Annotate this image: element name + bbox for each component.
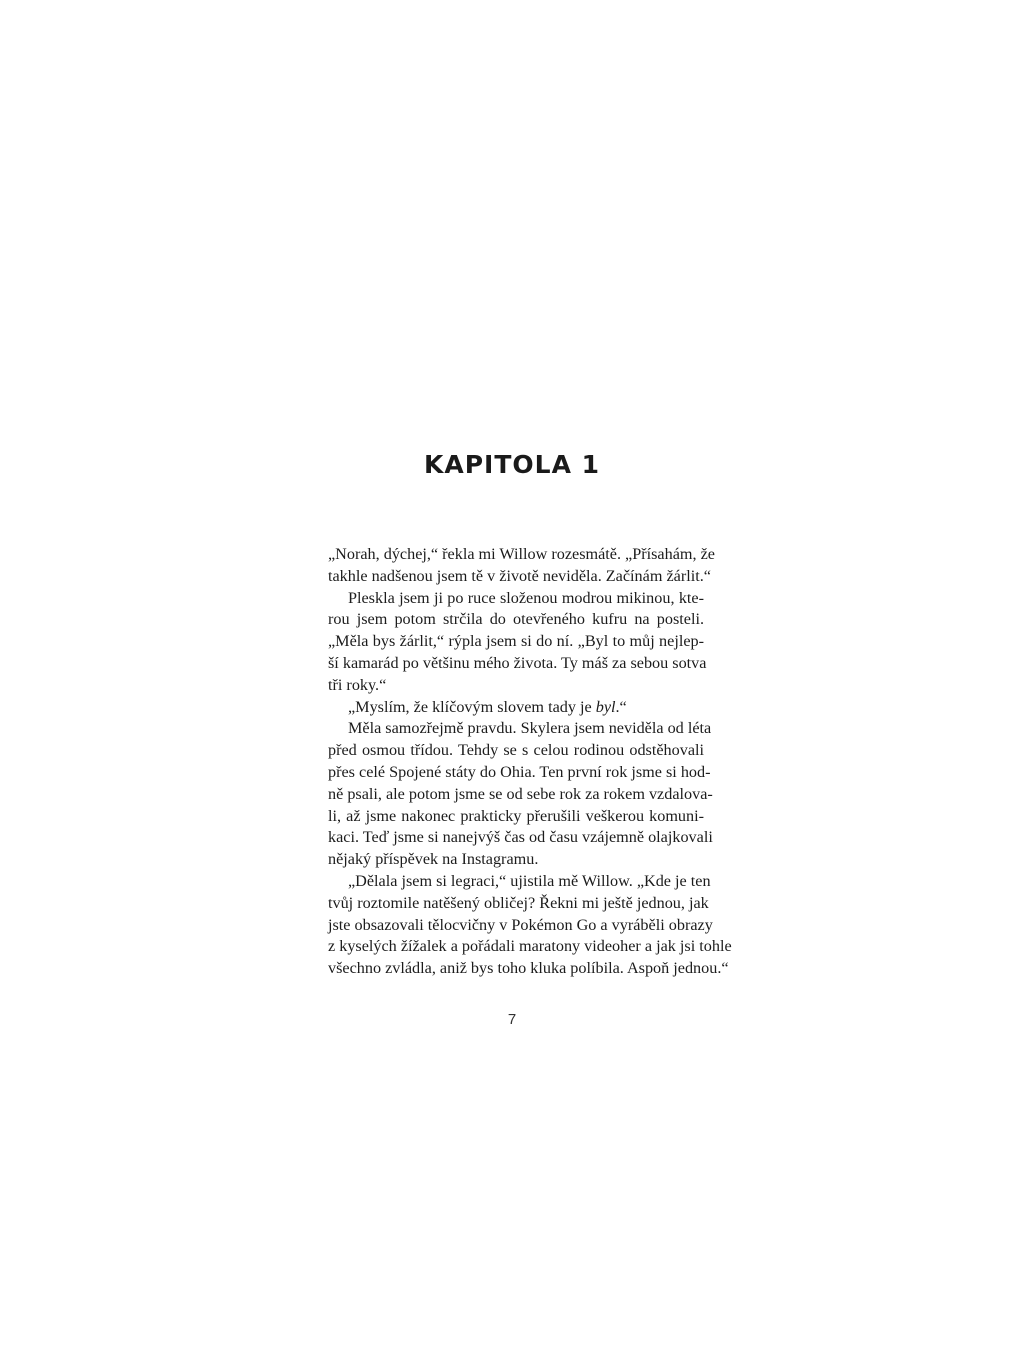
- text-line: tři roky.“: [328, 675, 387, 694]
- text-line: z kyselých žížalek a pořádali maratony videoher a jak jsi tohle: [328, 937, 732, 956]
- text-line: Pleskla jsem ji po ruce složenou modrou mikinou, kte-: [348, 588, 704, 607]
- text-line: Měla samozřejmě pravdu. Skylera jsem neviděla od léta: [348, 719, 712, 738]
- text-line: rou jsem potom strčila do otevřeného kufru na posteli.: [328, 610, 704, 629]
- text-line: jste obsazovali tělocvičny v Pokémon Go a vyráběli obrazy: [328, 915, 713, 934]
- text-line: „Norah, dýchej,“ řekla mi Willow rozesmátě. „Přísahám, že: [328, 545, 715, 563]
- text-line: „Měla bys žárlit,“ rýpla jsem si do ní. „Byl to můj nejlep-: [328, 632, 704, 651]
- text-line: před osmou třídou. Tehdy se s celou rodinou odstěhovali: [328, 741, 704, 760]
- text-line: všechno zvládla, aniž bys toho kluka políbila. Aspoň jednou.“: [328, 959, 729, 978]
- body-text: [328, 544, 732, 980]
- text-line: ší kamarád po většinu mého života. Ty máš za sebou sotva: [328, 653, 707, 672]
- text-line: li, až jsme nakonec prakticky přerušili veškerou komuni-: [328, 806, 704, 825]
- text-line: ně psali, ale potom jsme se od sebe rok za rokem vzdalova-: [328, 784, 713, 803]
- italic-word: byl: [595, 697, 616, 716]
- closing-quote: .“: [615, 697, 627, 716]
- text-line: přes celé Spojené státy do Ohia. Ten první rok jsme si hod-: [328, 762, 711, 781]
- text-line-with-italic: [328, 697, 704, 719]
- line-text: „Myslím, že klíčovým slovem tady je: [348, 697, 596, 716]
- page-number: 7: [507, 1011, 517, 1028]
- text-line: kaci. Teď jsme si nanejvýš čas od času vzájemně olajkovali: [328, 828, 713, 847]
- text-line: „Dělala jsem si legraci,“ ujistila mě Willow. „Kde je ten: [348, 871, 711, 890]
- text-line: tvůj roztomile natěšený obličej? Řekni mi ještě jednou, jak: [328, 893, 709, 912]
- chapter-title: KAPITOLA 1: [423, 450, 601, 479]
- text-line: nějaký příspěvek na Instagramu.: [328, 850, 539, 869]
- text-line: takhle nadšenou jsem tě v životě neviděla. Začínám žárlit.“: [328, 566, 711, 585]
